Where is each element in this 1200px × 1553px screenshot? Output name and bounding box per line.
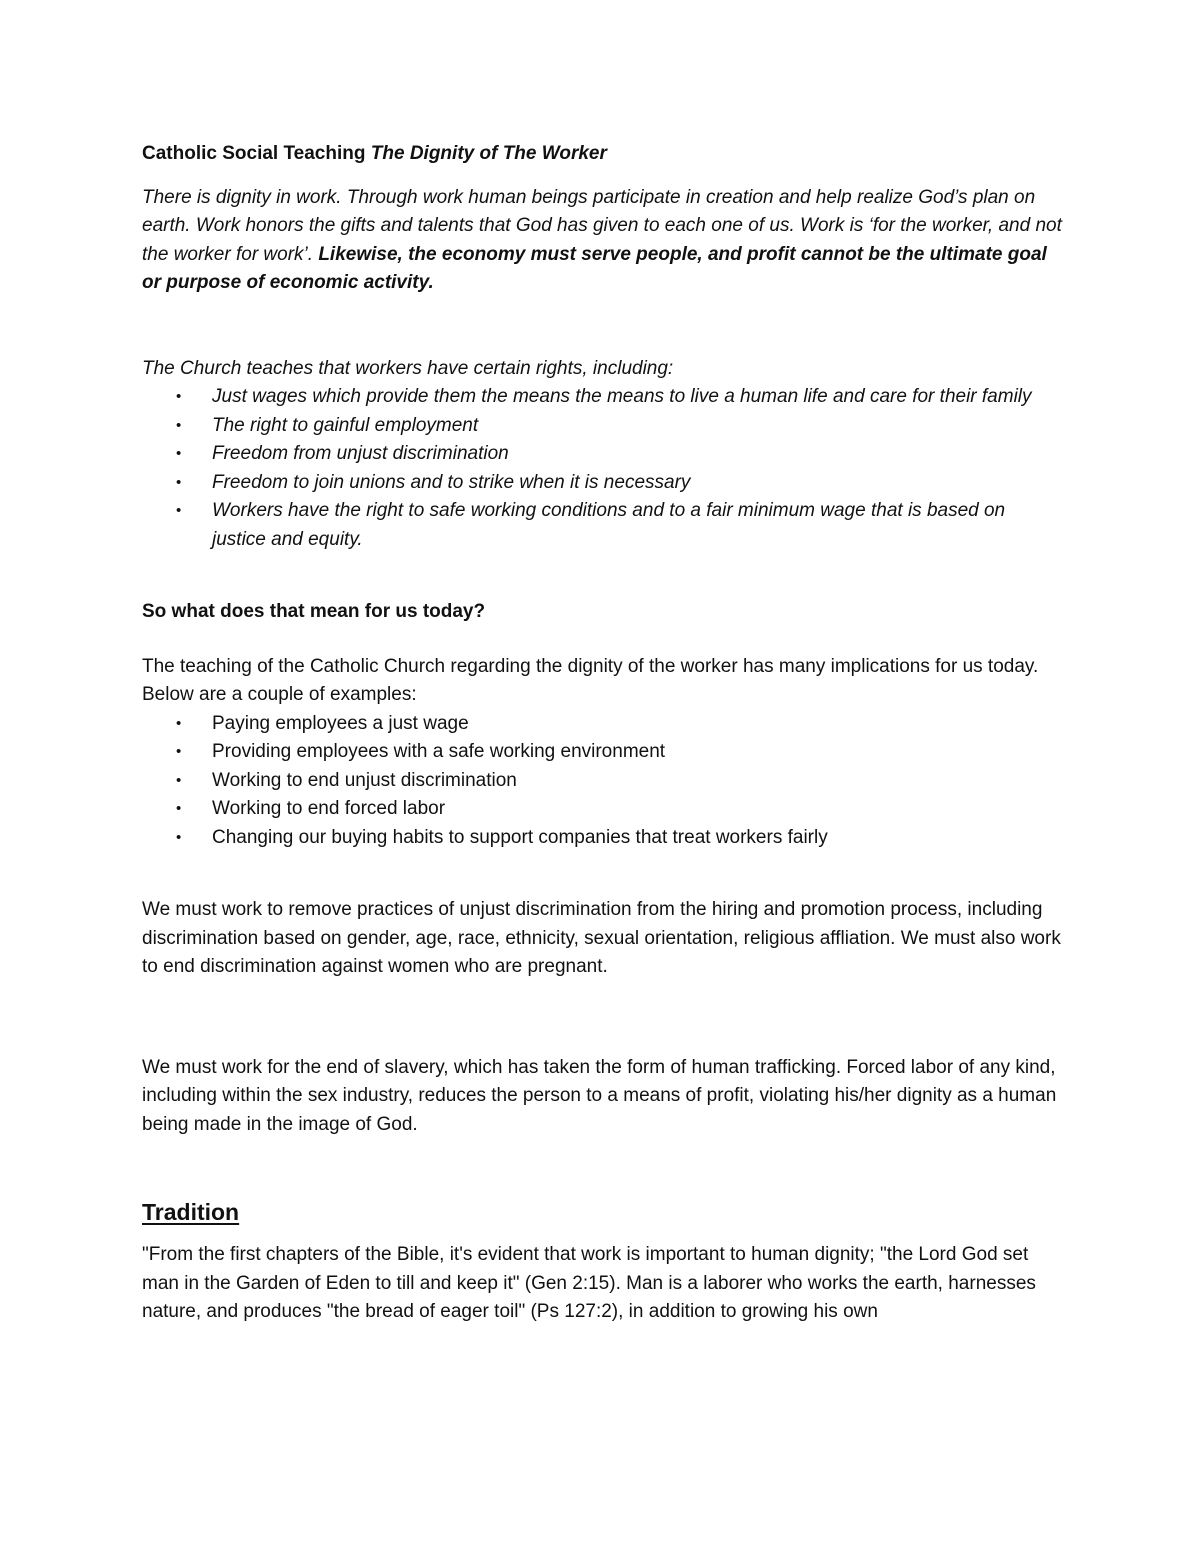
list-item: • Working to end forced labor bbox=[142, 795, 1062, 824]
document-title bbox=[142, 140, 1062, 169]
question-heading: So what does that mean for us today? bbox=[142, 601, 486, 622]
intro-bold-text: Likewise, the economy must serve people, and profit cannot be the ultimate goal or purpose of economic activity. bbox=[142, 243, 1047, 293]
tradition-heading: Tradition bbox=[142, 1199, 240, 1225]
title-plain: Catholic Social Teaching bbox=[142, 143, 371, 164]
discrimination-paragraph: We must work to remove practices of unjust discrimination from the hiring and promotion process, including discrimination based on gender, age, race, ethnicity, sexual orientation, religious affliation. We must also work to end discrimination against women who are pregnant. bbox=[142, 899, 1061, 977]
list-item: • Providing employees with a safe working environment bbox=[142, 738, 1062, 767]
spacer bbox=[142, 298, 1062, 355]
implications-paragraph: The teaching of the Catholic Church regarding the dignity of the worker has many implications for us today. Below are a couple of examples: bbox=[142, 655, 1039, 705]
list-item: • Paying employees a just wage bbox=[142, 710, 1062, 739]
list-item: • Freedom from unjust discrimination bbox=[142, 440, 1062, 469]
list-item: • Freedom to join unions and to strike when it is necessary bbox=[142, 469, 1062, 498]
slavery-paragraph: We must work for the end of slavery, which has taken the form of human trafficking. Forced labor of any kind, including within the sex industry, reduces the person to a means of profit, violating his/her dignity as a human being made in the image of God. bbox=[142, 1056, 1057, 1135]
intro-paragraph bbox=[142, 184, 1062, 298]
tradition-paragraph: "From the first chapters of the Bible, it's evident that work is important to human dignity; "the Lord God set man in the Garden of Eden to till and keep it" (Gen 2:15). Man is a laborer who works the earth, harnesses nature, and produces "the bread of eager toil" (Ps 127:2), in addition to growing his own bbox=[142, 1244, 1036, 1322]
examples-list bbox=[142, 710, 1062, 853]
document-body bbox=[142, 140, 1062, 1327]
rights-list bbox=[142, 383, 1062, 554]
title-italic: The Dignity of The Worker bbox=[370, 143, 607, 164]
list-item: • Just wages which provide them the means the means to live a human life and care for their family bbox=[142, 383, 1062, 412]
list-item: • Changing our buying habits to support companies that treat workers fairly bbox=[142, 824, 1062, 853]
list-item: • Working to end unjust discrimination bbox=[142, 767, 1062, 796]
intro-italic-text: There is dignity in work. Through work human beings participate in creation and help realize God’s plan on earth. Work honors the gifts and talents that God has given to each one of us. Work is ‘for the worker, and not the worker for work’. bbox=[142, 186, 1062, 265]
list-item: • The right to gainful employment bbox=[142, 412, 1062, 441]
rights-intro: The Church teaches that workers have certain rights, including: bbox=[142, 357, 674, 379]
list-item: • Workers have the right to safe working conditions and to a fair minimum wage that is based on justice and equity. bbox=[142, 497, 1062, 554]
